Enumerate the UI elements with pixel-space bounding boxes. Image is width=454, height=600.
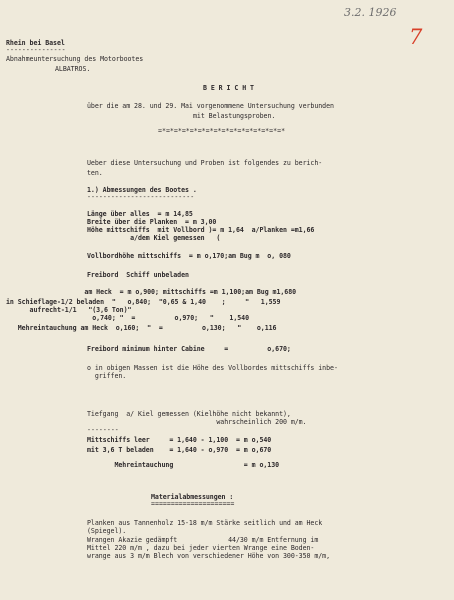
material-line-3: Wrangen Akazie gedämpft 44/30 m/m Entfernung im (87, 536, 319, 544)
title-line-2: ALBATROS. (55, 65, 91, 73)
freibord-row-mehreintauchung: Mehreintauchung am Heck o,160; " = o,130; " o,116 (6, 324, 277, 332)
tiefgang-row-empty: Mittschiffs leer = 1,640 - 1,100 = m o,540 (87, 436, 272, 444)
material-heading: Materialabmessungen : (151, 493, 234, 501)
vollbord-line: Vollbordhöhe mittschiffs = m o,170;am Bug m o, 080 (87, 252, 291, 260)
dimension-line-keel: a/dem Kiel gemessen ( (87, 234, 221, 242)
freibord-heading: Freibord Schiff unbeladen (87, 271, 189, 279)
section-divider-1: =*=*=*=*=*=*=*=*=*=*=*=*=*=*=*=* (158, 127, 286, 135)
report-subtitle-1: über die am 28. und 29. Mai vorgenommene Untersuchung verbunden (87, 102, 334, 110)
handwritten-page-number: 7 (409, 25, 423, 49)
report-heading: B E R I C H T (203, 84, 254, 92)
place-underline: --------------- (6, 46, 66, 54)
freibord-minimum: Freibord minimum hinter Cabine = o,670; (87, 345, 291, 353)
title-line-1: Abnahmeuntersuchung des Motorbootes (6, 55, 144, 63)
tiefgang-mehreintauchung: Mehreintauchung = m o,130 (87, 461, 280, 469)
tiefgang-heading: Tiefgang a/ Kiel gemessen (Kielhöhe nicht bekannt), (87, 410, 291, 418)
handwritten-date: 3.2. 1926 (344, 6, 397, 19)
report-subtitle-2: mit Belastungsproben. (193, 112, 276, 120)
section1-underline: --------------------------- (87, 193, 195, 201)
freibord-row-heeled: in Schieflage-1/2 beladen " o,840; "0,65 & 1,40 ; " 1,559 (6, 298, 281, 306)
intro-line-1: Ueber diese Untersuchung und Proben ist folgendes zu berich- (87, 159, 323, 167)
tiefgang-underline: -------- (87, 426, 119, 434)
place-line: Rhein bei Basel (6, 39, 65, 47)
dimension-line-length: Länge über alles = m 14,85 (87, 210, 193, 218)
dimension-line-width: Breite über die Planken = m 3,00 (87, 218, 217, 226)
tiefgang-heading-2: wahrscheinlich 200 m/m. (87, 418, 307, 426)
tiefgang-row-loaded: mit 3,6 T beladen = 1,640 - o,970 = m o,670 (87, 446, 272, 454)
dimension-line-height: Höhe mittschiffs mit Vollbord )= m 1,64 a/Planken =m1,66 (87, 226, 315, 234)
note-line-1: o in obigen Massen ist die Höhe des Vollbordes mittschiffs inbe- (87, 364, 338, 372)
material-line-4: Mittel 220 m/m , dazu bei jeder vierten Wrange eine Boden- (87, 544, 315, 552)
freibord-row-upright-values: o,740; " = o,970; " 1,540 (6, 314, 250, 322)
freibord-row-unladen: am Heck = m o,900; mittschiffs =m 1,100;am Bug m1,680 (6, 288, 297, 296)
material-line-1: Planken aus Tannenholz 15-18 m/m Stärke seitlich und am Heck (87, 519, 323, 527)
material-line-2: (Spiegel). (87, 527, 127, 535)
material-underline: ===================== (151, 500, 235, 508)
intro-line-2: ten. (87, 169, 103, 177)
section1-heading: 1.) Abmessungen des Bootes . (87, 186, 197, 194)
freibord-row-upright: aufrecht-1/1 "(3,6 Ton)" (6, 306, 132, 314)
note-line-2: griffen. (87, 372, 127, 380)
material-line-5: wrange aus 3 m/m Blech von verschiedener Höhe von 300-350 m/m, (87, 552, 331, 560)
